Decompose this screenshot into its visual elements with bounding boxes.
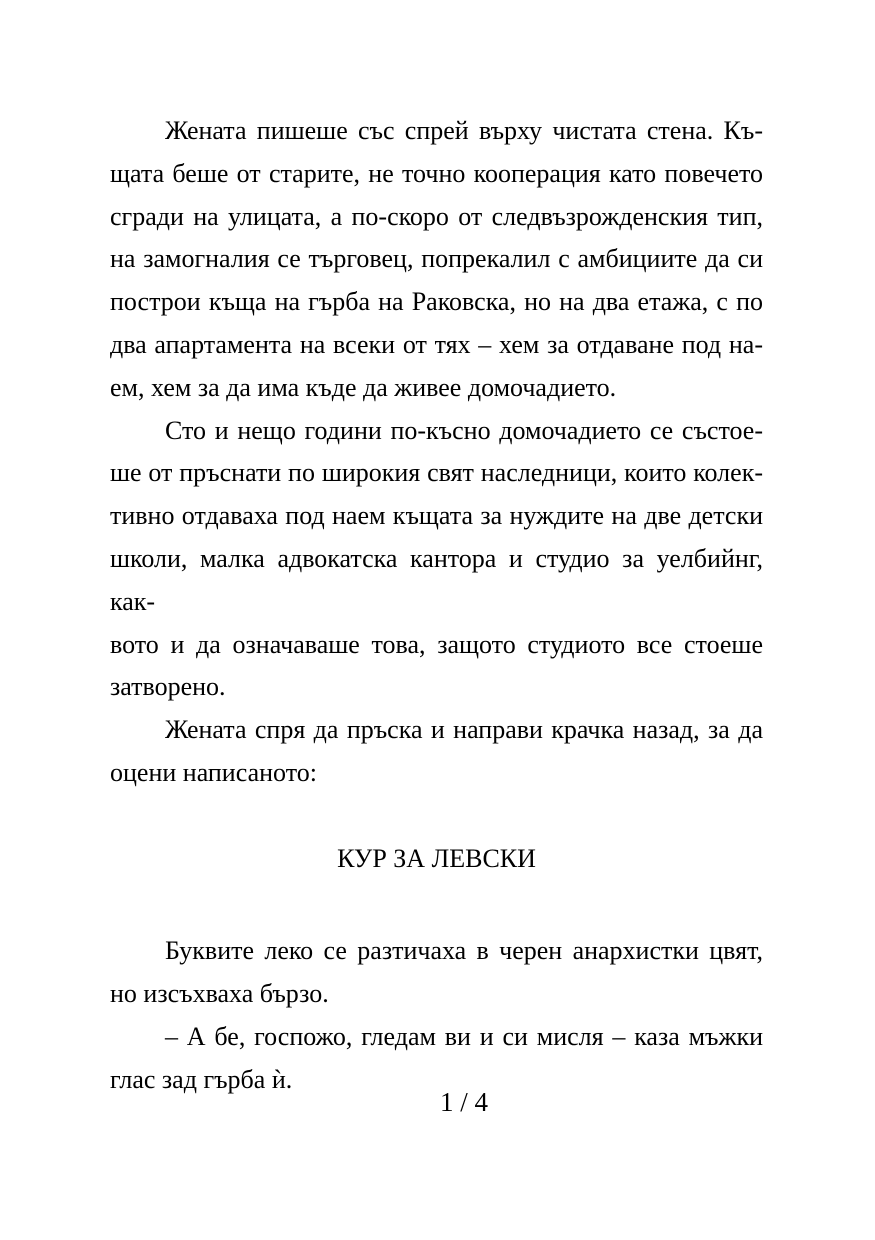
text-line: Буквите леко се разтичаха в черен анархистки цвят,: [165, 936, 763, 966]
heading-text: КУР ЗА ЛЕВСКИ: [337, 843, 536, 873]
text-line: но изсъхваха бързо.: [110, 979, 329, 1009]
text-line: сгради на улицата, а по-скоро от следвъзрожденския тип,: [110, 201, 763, 231]
text-line: Жената пишеше със спрей върху чистата стена. Къ-: [165, 116, 763, 145]
text-line: тивно отдаваха под наем къщата за нуждите на две детски: [110, 501, 763, 531]
text-line: затворено.: [110, 672, 226, 702]
text-line: ше от пръснати по широкия свят наследници, които колек-: [110, 458, 763, 488]
paragraph: [110, 110, 763, 410]
text-line: вото и да означаваше това, защото студиото все стоеше: [110, 629, 763, 659]
text-line: щата беше от старите, не точно кооперация като повечето: [110, 158, 763, 188]
text-line: школи, малка адвокатска кантора и студио за уелбийнг, как-: [110, 543, 763, 616]
text-body: [110, 110, 763, 1102]
page-number: 1 / 4: [439, 1087, 488, 1117]
paragraph: [110, 410, 763, 710]
text-line: глас зад гърба ѝ.: [110, 1064, 293, 1094]
paragraph: [110, 709, 763, 795]
text-line: построи къща на гърба на Раковска, но на два етажа, с по: [110, 287, 763, 317]
paragraph: [110, 930, 763, 1016]
text-line: на замогналия се търговец, попрекалил с амбициите да си: [110, 244, 763, 274]
text-line: Жената спря да пръска и направи крачка назад, за да: [165, 715, 763, 745]
text-line: оцени написаното:: [110, 757, 317, 787]
text-line: – А бе, госпожо, гледам ви и си мисля – каза мъжки: [165, 1021, 763, 1051]
text-line: ем, хем за да има къде да живее домочадието.: [110, 372, 617, 402]
text-line: два апартамента на всеки от тях – хем за отдаване под на-: [110, 329, 763, 359]
text-line: Сто и нещо години по-късно домочадието се състое-: [165, 415, 763, 445]
section-heading: [110, 838, 763, 881]
